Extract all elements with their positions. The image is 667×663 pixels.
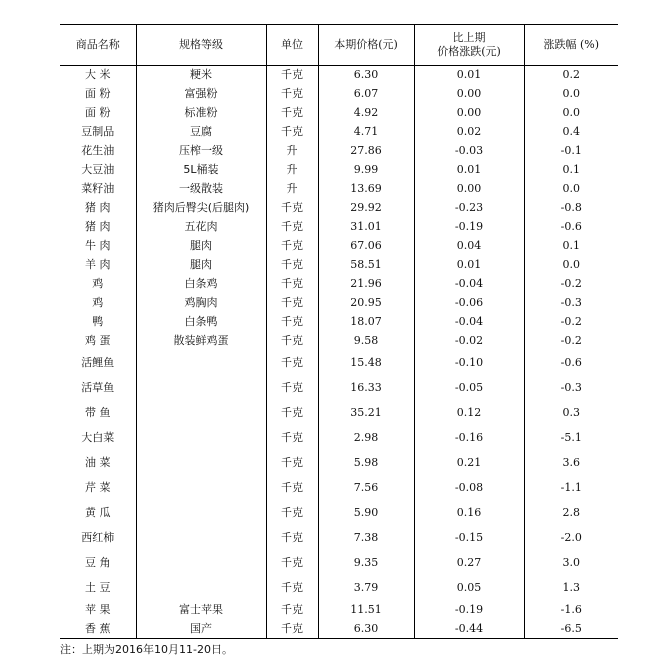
cell-pct: 0.4 [524,123,618,142]
cell-spec: 粳米 [136,66,266,85]
cell-unit: 千克 [266,620,318,639]
table-row [60,451,618,476]
cell-price: 4.92 [318,104,414,123]
cell-spec [136,501,266,526]
cell-spec [136,526,266,551]
cell-unit: 千克 [266,476,318,501]
table-row [60,576,618,601]
cell-change: 0.00 [414,85,524,104]
cell-name: 菜籽油 [81,182,115,195]
cell-name: 大 米 [85,68,111,82]
cell-pct: -0.6 [524,351,618,376]
cell-unit: 千克 [266,237,318,256]
cell-change: -0.08 [414,476,524,501]
cell-change: -0.19 [414,218,524,237]
cell-price: 7.38 [318,526,414,551]
cell-pct: -0.2 [524,313,618,332]
table-row [60,426,618,451]
cell-price: 15.48 [318,351,414,376]
table-row [60,376,618,401]
cell-change: -0.06 [414,294,524,313]
cell-unit: 千克 [266,123,318,142]
cell-pct: 0.0 [524,256,618,275]
cell-unit: 千克 [266,451,318,476]
cell-pct: 0.2 [524,66,618,85]
table-row [60,85,618,104]
table-row [60,237,618,256]
cell-spec: 富强粉 [136,85,266,104]
cell-spec [136,576,266,601]
table-body [60,66,618,639]
table-row [60,218,618,237]
cell-change: -0.16 [414,426,524,451]
cell-unit: 千克 [266,551,318,576]
cell-pct: -0.1 [524,142,618,161]
cell-change: 0.02 [414,123,524,142]
cell-unit: 升 [266,180,318,199]
cell-name: 土 豆 [85,581,111,594]
cell-change: -0.02 [414,332,524,351]
cell-unit: 千克 [266,275,318,294]
cell-change: 0.16 [414,501,524,526]
cell-spec [136,376,266,401]
cell-pct: 3.6 [524,451,618,476]
header-row [60,25,618,66]
cell-price: 27.86 [318,142,414,161]
cell-unit: 千克 [266,426,318,451]
cell-unit: 千克 [266,351,318,376]
cell-name: 羊 肉 [85,258,111,271]
cell-spec: 腿肉 [136,256,266,275]
cell-spec: 压榨一级 [136,142,266,161]
cell-pct: -1.1 [524,476,618,501]
cell-change: -0.19 [414,601,524,620]
header-price: 本期价格(元) [318,25,414,66]
cell-spec: 白条鸡 [136,275,266,294]
table-row [60,601,618,620]
cell-name: 油 菜 [85,456,111,469]
cell-change: -0.10 [414,351,524,376]
table-row [60,351,618,376]
cell-change: -0.15 [414,526,524,551]
header-change [414,25,524,66]
cell-pct: -0.2 [524,275,618,294]
table-row [60,294,618,313]
header-change-line2: 价格涨跌(元) [437,45,501,58]
cell-unit: 升 [266,161,318,180]
cell-unit: 千克 [266,401,318,426]
cell-unit: 升 [266,142,318,161]
cell-price: 16.33 [318,376,414,401]
cell-price: 6.30 [318,66,414,85]
cell-price: 7.56 [318,476,414,501]
table-header [60,25,618,66]
cell-change: -0.23 [414,199,524,218]
cell-price: 13.69 [318,180,414,199]
cell-name: 鸡 蛋 [85,334,111,347]
cell-pct: 0.0 [524,180,618,199]
cell-pct: 0.0 [524,85,618,104]
cell-spec: 富士苹果 [136,601,266,620]
cell-spec [136,426,266,451]
cell-change: 0.01 [414,161,524,180]
cell-name: 鸡 [92,296,104,309]
header-name: 商品名称 [60,25,136,66]
cell-price: 18.07 [318,313,414,332]
cell-price: 3.79 [318,576,414,601]
cell-name: 活草鱼 [81,381,115,394]
cell-price: 9.35 [318,551,414,576]
cell-unit: 千克 [266,85,318,104]
cell-price: 31.01 [318,218,414,237]
cell-change: -0.44 [414,620,524,639]
table-row [60,180,618,199]
cell-unit: 千克 [266,332,318,351]
cell-price: 9.58 [318,332,414,351]
cell-pct: -1.6 [524,601,618,620]
table-row [60,142,618,161]
cell-unit: 千克 [266,576,318,601]
cell-unit: 千克 [266,199,318,218]
cell-pct: 0.1 [524,237,618,256]
cell-pct: -0.2 [524,332,618,351]
cell-name: 花生油 [81,144,115,157]
cell-change: 0.21 [414,451,524,476]
cell-name: 面 粉 [85,106,111,119]
cell-change: -0.04 [414,275,524,294]
cell-name: 牛 肉 [85,239,111,252]
cell-spec: 标准粉 [136,104,266,123]
cell-unit: 千克 [266,526,318,551]
table-row [60,476,618,501]
cell-name: 黄 瓜 [85,506,111,519]
cell-pct: -0.3 [524,376,618,401]
header-unit: 单位 [266,25,318,66]
cell-price: 5.98 [318,451,414,476]
cell-name: 大豆油 [81,163,115,176]
cell-spec: 国产 [136,620,266,639]
cell-pct: -5.1 [524,426,618,451]
cell-spec: 猪肉后臀尖(后腿肉) [136,199,266,218]
cell-unit: 千克 [266,66,318,85]
cell-name: 带 鱼 [85,406,111,419]
cell-change: -0.03 [414,142,524,161]
cell-price: 58.51 [318,256,414,275]
cell-unit: 千克 [266,218,318,237]
header-spec: 规格等级 [136,25,266,66]
cell-pct: 1.3 [524,576,618,601]
cell-pct: 0.1 [524,161,618,180]
header-pct: 涨跌幅 (%) [524,25,618,66]
cell-pct: -2.0 [524,526,618,551]
cell-unit: 千克 [266,256,318,275]
table-row [60,620,618,639]
cell-unit: 千克 [266,376,318,401]
cell-name: 猪 肉 [85,220,111,233]
cell-change: 0.27 [414,551,524,576]
cell-price: 9.99 [318,161,414,180]
cell-price: 5.90 [318,501,414,526]
table-row [60,332,618,351]
table-row [60,199,618,218]
cell-name: 西红柿 [81,531,115,544]
table-row [60,313,618,332]
cell-spec [136,351,266,376]
cell-spec [136,451,266,476]
cell-unit: 千克 [266,601,318,620]
cell-spec: 鸡胸肉 [136,294,266,313]
cell-change: 0.00 [414,104,524,123]
cell-name: 豆制品 [81,125,115,138]
cell-name: 面 粉 [85,87,111,100]
cell-pct: 0.0 [524,104,618,123]
cell-spec: 五花肉 [136,218,266,237]
cell-unit: 千克 [266,104,318,123]
cell-spec [136,551,266,576]
header-change-line1: 比上期 [452,31,486,44]
cell-price: 67.06 [318,237,414,256]
table-row [60,161,618,180]
cell-spec: 豆腐 [136,123,266,142]
cell-spec: 5L桶装 [136,161,266,180]
price-table [60,24,618,639]
cell-name: 鸭 [92,315,104,328]
cell-name: 芹 菜 [85,481,111,494]
cell-name: 豆 角 [85,556,111,569]
cell-pct: 3.0 [524,551,618,576]
cell-name: 猪 肉 [85,201,111,214]
cell-price: 2.98 [318,426,414,451]
cell-spec: 腿肉 [136,237,266,256]
cell-pct: 0.3 [524,401,618,426]
cell-price: 4.71 [318,123,414,142]
cell-change: 0.01 [414,66,524,85]
cell-spec: 一级散装 [136,180,266,199]
cell-pct: 2.8 [524,501,618,526]
cell-pct: -0.3 [524,294,618,313]
cell-name: 活鲤鱼 [81,356,115,369]
cell-name: 苹 果 [85,603,111,616]
cell-price: 21.96 [318,275,414,294]
cell-pct: -0.8 [524,199,618,218]
table-row [60,551,618,576]
footnote: 注：上期为2016年10月11-20日。 [60,643,233,656]
cell-name: 鸡 [92,277,104,290]
cell-name: 大白菜 [81,431,115,444]
cell-spec [136,476,266,501]
table-row [60,256,618,275]
cell-change: 0.01 [414,256,524,275]
cell-price: 29.92 [318,199,414,218]
table-row [60,526,618,551]
cell-name: 香 蕉 [60,620,136,639]
table-row [60,104,618,123]
cell-price: 6.07 [318,85,414,104]
cell-change: 0.05 [414,576,524,601]
cell-price: 35.21 [318,401,414,426]
cell-spec: 散装鲜鸡蛋 [136,332,266,351]
cell-unit: 千克 [266,294,318,313]
cell-price: 20.95 [318,294,414,313]
table-row [60,401,618,426]
cell-change: -0.04 [414,313,524,332]
cell-change: 0.12 [414,401,524,426]
cell-spec: 白条鸭 [136,313,266,332]
cell-change: 0.04 [414,237,524,256]
table-row [60,501,618,526]
cell-spec [136,401,266,426]
cell-change: -0.05 [414,376,524,401]
cell-pct: -0.6 [524,218,618,237]
cell-price: 11.51 [318,601,414,620]
cell-change: 0.00 [414,180,524,199]
table-row [60,275,618,294]
table-row [60,123,618,142]
cell-unit: 千克 [266,313,318,332]
cell-price: 6.30 [318,620,414,639]
cell-unit: 千克 [266,501,318,526]
cell-pct: -6.5 [524,620,618,639]
table-row [60,66,618,85]
